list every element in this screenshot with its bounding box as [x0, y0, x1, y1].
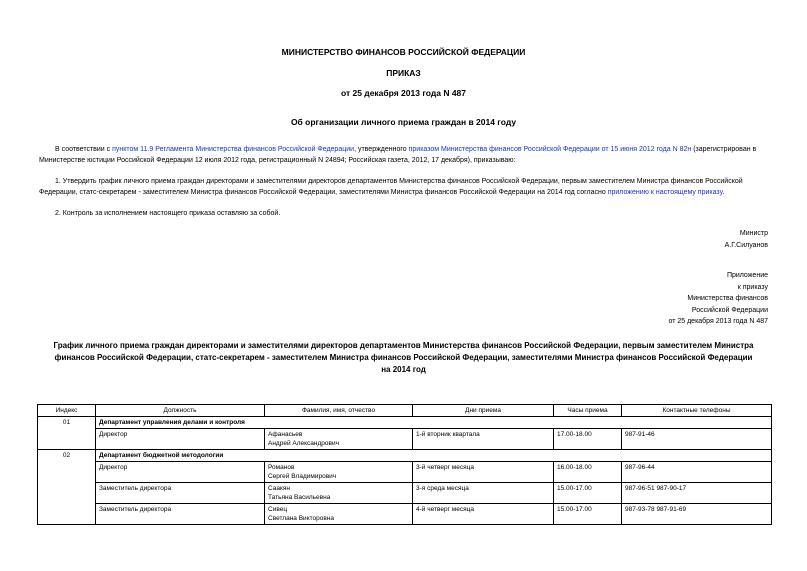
preamble-text-2: , утвержденного — [354, 146, 409, 153]
appendix-line-4: Российской Федерации — [691, 306, 768, 314]
name-cell — [265, 504, 413, 525]
table-header-row — [38, 405, 772, 417]
phones-cell: 987-91-46 — [622, 429, 772, 450]
name-cell — [265, 483, 413, 504]
signature-name: А.Г.Силуанов — [724, 241, 768, 249]
col-header-index: Индекс — [38, 405, 96, 417]
table-row — [38, 483, 772, 504]
appendix-line-5: от 25 декабря 2013 года N 487 — [668, 318, 768, 325]
signature-block — [725, 228, 768, 251]
department-row — [38, 450, 772, 462]
schedule-table — [37, 404, 772, 525]
preamble-text-4: (зарегистрирован в Министерстве юстиции Российской Федерации 12 июля 2012 года, регистрационный N 24894; Российская газета, 2012, 17 декабря), приказываю: — [39, 146, 757, 164]
department-index: 01 — [38, 417, 96, 450]
appendix-line-2: к приказу — [737, 283, 768, 291]
surname: Сивец — [268, 506, 288, 513]
surname: Афанасьев — [268, 431, 303, 438]
appendix-block — [668, 270, 768, 328]
item-2-paragraph: 2. Контроль за исполнением настоящего приказа оставляю за собой. — [55, 210, 281, 217]
department-row — [38, 417, 772, 429]
date-number: от 25 декабря 2013 года N 487 — [340, 88, 467, 98]
given-names: Сергей Владимирович — [268, 473, 337, 480]
appendix-line-3: Министерства финансов — [687, 295, 768, 302]
item-1-paragraph — [39, 176, 771, 198]
item-1-end: . — [722, 189, 725, 196]
name-cell — [265, 462, 413, 483]
order-title: Об организации личного приема граждан в 2014 году — [290, 117, 517, 127]
department-name: Департамент бюджетной методологии — [96, 450, 772, 462]
appendix-line-1: Приложение — [726, 272, 768, 279]
days-cell: 3-й четверг месяца — [413, 462, 554, 483]
col-header-days: Дни приема — [413, 405, 554, 417]
preamble-paragraph — [39, 144, 769, 166]
doc-type: ПРИКАЗ — [386, 68, 421, 78]
hours-cell: 17.00-18.00 — [554, 429, 622, 450]
hours-cell: 15.00-17.00 — [554, 504, 622, 525]
department-name: Департамент управления делами и контроля — [96, 417, 772, 429]
position-cell: Заместитель директора — [96, 504, 265, 525]
surname: Романов — [268, 464, 295, 471]
table-row — [38, 429, 772, 450]
phones-cell: 987-96-51 987-90-17 — [622, 483, 772, 504]
ministry-heading: МИНИСТЕРСТВО ФИНАНСОВ РОССИЙСКОЙ ФЕДЕРАЦИИ — [281, 47, 526, 57]
preamble-text-1: В соответствии с — [55, 146, 113, 153]
col-header-position: Должность — [96, 405, 265, 417]
col-header-name: Фамилия, имя, отчество — [265, 405, 413, 417]
days-cell: 3-я среда месяца — [413, 483, 554, 504]
table-row — [38, 462, 772, 483]
table-row — [38, 504, 772, 525]
ministry-order-link[interactable]: приказом Министерства финансов Российской Федерации — [408, 146, 600, 153]
given-names: Светлана Викторовна — [268, 515, 335, 522]
position-cell: Директор — [96, 462, 265, 483]
schedule-title: График личного приема граждан директорами и заместителями директоров департаментов Министерства финансов Российской Федерации, первым заместителем Министра финансов Российской Федерации, статс-секретарем - заместителем Министра финансов Российской Федерации, заместителями Министра финансов Российской Федерации на 2014 год — [53, 341, 754, 374]
phones-cell: 987-96-44 — [622, 462, 772, 483]
department-index: 02 — [38, 450, 96, 525]
phones-cell: 987-93-78 987-91-69 — [622, 504, 772, 525]
regulation-link[interactable]: пунктом 11.9 Регламента Министерства финансов Российской Федерации — [112, 146, 355, 153]
days-cell: 4-й четверг месяца — [413, 504, 554, 525]
appendix-link[interactable]: приложению к настоящему приказу — [607, 189, 723, 196]
position-cell: Директор — [96, 429, 265, 450]
given-names: Андрей Александрович — [268, 440, 339, 447]
signature-position: Министр — [739, 230, 768, 237]
hours-cell: 16.00-18.00 — [554, 462, 622, 483]
order-date-link[interactable]: от 15 июня 2012 года N 82н — [599, 146, 692, 153]
hours-cell: 15.00-17.00 — [554, 483, 622, 504]
position-cell: Заместитель директора — [96, 483, 265, 504]
given-names: Татьяна Васильевна — [268, 494, 331, 501]
days-cell: 1-й вторник квартала — [413, 429, 554, 450]
item-1-text: 1. Утвердить график личного приема граждан директорами и заместителями директоров департаментов Министерства финансов Российской Федерации, первым заместителем Министра финансов Российской Федерации, статс-секретарем - заместителем Министра финансов Российской Федерации, заместителями Министра финансов Российской Федерации на 2014 год согласно — [39, 178, 743, 196]
col-header-hours: Часы приема — [554, 405, 622, 417]
name-cell — [265, 429, 413, 450]
col-header-phones: Контактные телефоны — [622, 405, 772, 417]
surname: Саакян — [268, 485, 290, 492]
